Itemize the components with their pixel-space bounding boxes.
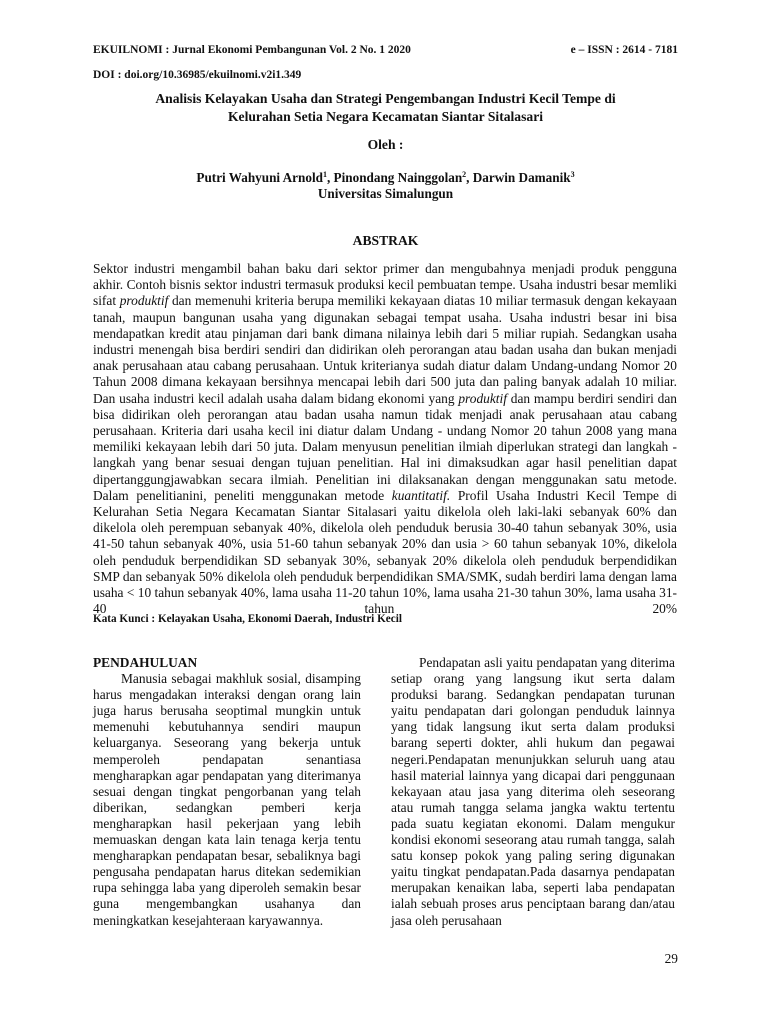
abstract-part-4: Profil Usaha Industri Kecil Tempe di Kelurahan Setia Negara Kecamatan Siantar Sitalasari yaitu dikelola oleh laki-laki sebanyak 60% dan dikelola oleh perempuan sebanyak 40%, dikelola oleh penduduk berusia 30-40 tahun sebanyak 30%, usia 41-50 tahun sebanyak 40%, usia 51-60 tahun sebanyak 20% dan usia > 60 tahun sebanyak 10%, dikelola oleh penduduk berpendidikan SD sebanyak 30%, sebanyak 20% dikelola oleh penduduk berpendidikan SMP dan sebanyak 50% dikelola oleh penduduk berpendidikan SMA/SMK, sudah berdiri lama dengan lama usaha < 10 tahun sebanyak 40%, lama usaha 11-20 tahun 10%, lama usaha 21-30 tahun 30%, lama usaha 31-40 tahun 20% <box>93 487 677 617</box>
body-column-left <box>93 655 361 929</box>
article-title <box>93 90 678 126</box>
body-paragraph: Manusia sebagai makhluk sosial, disamping harus mengadakan interaksi dengan orang lain juga harus berusaha seoptimal mungkin untuk memenuhi kebutuhannya sendiri maupun keluarganya. Seseorang yang bekerja untuk memperoleh pendapatan senantiasa mengharapkan agar pendapatan yang diterimanya sesuai dengan tingkat pengorbanan yang telah diberikan, sedangkan pemberi kerja mengharapkan hasil pekerjaan yang lebih memuaskan dengan kata lain tenaga kerja tentu mengharapkan pendapatan besar, sebaliknya bagi pengusaha pendapatan harus ditekan sedemikian rupa sehingga laba yang diperoleh semakin besar guna mengembangkan usahanya dan meningkatkan kesejahteraan karyawannya. <box>93 671 361 928</box>
author-separator: , <box>466 170 473 185</box>
abstract-italic-2: produktif <box>458 390 507 406</box>
affiliation: Universitas Simalungun <box>317 186 454 201</box>
author-1-affil-mark: 1 <box>322 170 327 179</box>
author-2: Pinondang Nainggolan <box>333 170 463 185</box>
author-3-affil-mark: 3 <box>570 170 575 179</box>
abstract-part-3: dan mampu berdiri sendiri dan bisa didirikan oleh perorangan atau badan usaha namun tidak menjadi anak perusahaan atau cabang perusahaan. Kriteria dari usaha kecil ini diatur dalam Undang - undang Nomor 20 tahun 2008 yang mana memiliki kekayaan lebih dari 50 juta. Dalam menyusun penelitian ilmiah diperlukan strategi dan langkah - langkah yang benar sesuai dengan tujuan penelitian. Hal ini dimaksudkan agar hasil penelitian dapat dipertanggungjawabkan secara ilmiah. Penelitian ini dilaksanakan dengan menggunakan satu metode. Dalam penelitianini, peneliti menggunakan metode <box>93 390 677 503</box>
by-label: Oleh : <box>367 137 404 152</box>
abstract-part-2: dan memenuhi kriteria berupa memiliki kekayaan diatas 10 miliar termasuk dengan kekayaan tanah, maupun bangunan usaha yang digunakan sebagai tempat usaha. Usaha industri besar ini bisa mendapatkan kredit atau pinjaman dari bank dimana nilainya lebih dari 5 miliar rupiah. Sedangkan usaha industri menengah bisa berdiri sendiri dan didirikan oleh perorangan atau badan usaha dan bukan menjadi anak perusahaan atau cabang perusahaan. Untuk kriterianya sudah diatur dalam Undang-undang Nomor 20 Tahun 2008 dimana kekayaan bersihnya mencapai lebih dari 500 juta dan paling banyak adalah 10 miliar. Dan usaha industri kecil adalah usaha dalam bidang ekonomi yang <box>93 293 677 406</box>
author-separator: , <box>326 170 334 185</box>
page-number: 29 <box>664 951 678 966</box>
body-column-right <box>391 655 675 929</box>
keywords: Kata Kunci : Kelayakan Usaha, Ekonomi Daerah, Industri Kecil <box>93 613 402 625</box>
author-3: Darwin Damanik <box>472 170 571 185</box>
journal-name: EKUILNOMI : Jurnal Ekonomi Pembangunan Vol. 2 No. 1 2020 <box>93 44 411 56</box>
doi-link[interactable]: DOI : doi.org/10.36985/ekuilnomi.v2i1.349 <box>93 69 302 81</box>
body-paragraph: Pendapatan asli yaitu pendapatan yang diterima setiap orang yang langsung ikut serta dalam produksi barang. Sedangkan pendapatan turunan yaitu pendapatan dari golongan penduduk lainnya yang tidak langsung ikut serta dalam produksi barang seperti dokter, ahli hukum dan pegawai negeri.Pendapatan menunjukkan seluruh uang atau hasil material lainnya yang dicapai dari penggunaan kekayaan atau jasa yang diterima oleh seseorang atau rumah tangga selama jangka waktu tertentu pada suatu kegiatan ekonomi. Dalam mengukur kondisi ekonomi seseorang atau rumah tangga, salah satu konsep pokok yang paling sering digunakan yaitu tingkat pendapatan.Pada dasarnya pendapatan merupakan kenaikan laba, seperti laba pendapatan ialah sebuah proses arus penciptaan barang dan/atau jasa oleh perusahaan <box>391 655 675 928</box>
section-heading: PENDAHULUAN <box>93 655 198 670</box>
abstract-part-1: Sektor industri mengambil bahan baku dari sektor primer dan mengubahnya menjadi produk pengguna akhir. Contoh bisnis sektor industri termasuk produksi kecil pembuatan tempe. Usaha industri besar memliki sifat <box>93 261 677 309</box>
abstract-heading: ABSTRAK <box>352 233 419 248</box>
abstract-italic-3: kuantitatif. <box>391 487 451 503</box>
title-line-1: Analisis Kelayakan Usaha dan Strategi Pengembangan Industri Kecil Tempe di <box>155 91 616 106</box>
abstract-text <box>93 261 677 617</box>
author-list <box>93 170 678 186</box>
title-line-2: Kelurahan Setia Negara Kecamatan Siantar Sitalasari <box>227 109 544 124</box>
abstract-italic-1: produktif <box>119 293 169 309</box>
author-2-affil-mark: 2 <box>462 170 467 179</box>
running-header <box>93 44 678 58</box>
author-1: Putri Wahyuni Arnold <box>196 170 323 185</box>
authors-block <box>93 170 678 202</box>
issn: e – ISSN : 2614 - 7181 <box>570 44 678 56</box>
